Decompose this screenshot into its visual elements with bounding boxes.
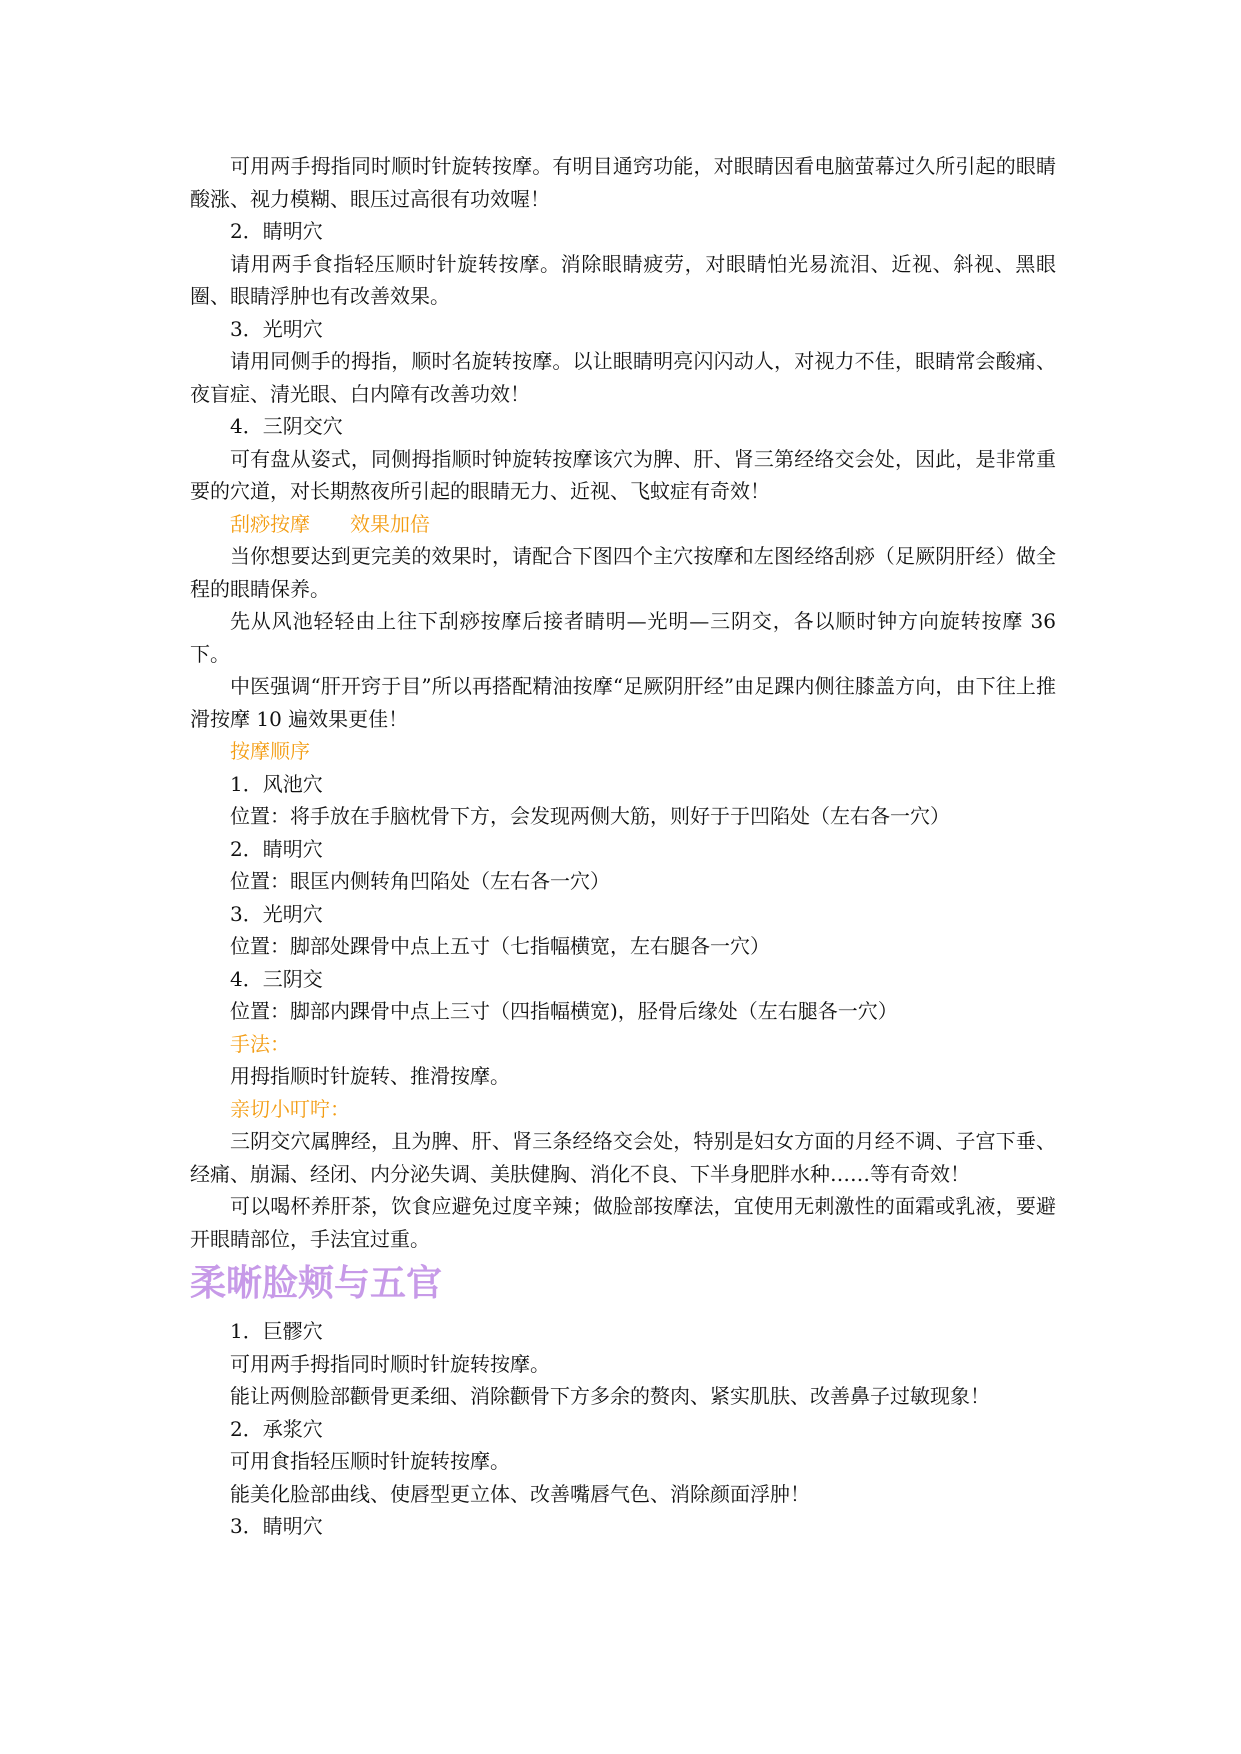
orange-subheading: 按摩顺序 xyxy=(230,739,310,763)
list-item-heading: 2．睛明穴 xyxy=(230,219,323,243)
paragraph: 请用同侧手的拇指，顺时名旋转按摩。以让眼睛明亮闪闪动人，对视力不佳，眼睛常会酸痛、夜盲症、清光眼、白内障有改善功效！ xyxy=(190,349,1056,406)
list-item-heading: 3．光明穴 xyxy=(230,901,323,926)
position-text: 位置：眼匡内侧转角凹陷处（左右各一穴） xyxy=(230,869,610,893)
orange-subheading: 亲切小叮咛： xyxy=(230,1096,350,1121)
list-item-heading: 2．睛明穴 xyxy=(230,836,323,861)
paragraph: 用拇指顺时针旋转、推滑按摩。 xyxy=(230,1064,510,1088)
list-item-heading: 1．风池穴 xyxy=(230,771,323,796)
paragraph: 可用两手拇指同时顺时针旋转按摩。 xyxy=(230,1351,550,1376)
position-text: 位置：将手放在手脑枕骨下方，会发现两侧大筋，则好于于凹陷处（左右各一穴） xyxy=(230,804,950,828)
orange-subheading: 刮痧按摩 效果加倍 xyxy=(230,511,430,536)
list-item-heading: 1．巨髎穴 xyxy=(230,1319,323,1343)
position-text: 位置：脚部内踝骨中点上三寸（四指幅横宽)，胫骨后缘处（左右腿各一穴） xyxy=(230,999,898,1023)
paragraph: 可用两手拇指同时顺时针旋转按摩。有明目通窍功能，对眼睛因看电脑萤幕过久所引起的眼睛酸涨、视力模糊、眼压过高很有功效喔！ xyxy=(190,154,1056,211)
paragraph: 当你想要达到更完美的效果时，请配合下图四个主穴按摩和左图经络刮痧（足厥阴肝经）做全程的眼睛保养。 xyxy=(190,544,1056,601)
section-title: 柔晰脸颊与五官 xyxy=(190,1262,443,1304)
list-item-heading: 4．三阴交穴 xyxy=(230,414,343,438)
paragraph: 能让两侧脸部颧骨更柔细、消除颧骨下方多余的赘肉、紧实肌肤、改善鼻子过敏现象！ xyxy=(230,1384,990,1408)
orange-subheading: 手法： xyxy=(230,1031,290,1056)
paragraph: 三阴交穴属脾经，且为脾、肝、肾三条经络交会处，特别是妇女方面的月经不调、子宫下垂、经痛、崩漏、经闭、内分泌失调、美肤健胸、消化不良、下半身肥胖水种……等有奇效！ xyxy=(190,1129,1056,1186)
paragraph: 先从风池轻轻由上往下刮痧按摩后接者睛明—光明—三阴交，各以顺时钟方向旋转按摩 36 下。 xyxy=(190,609,1056,666)
paragraph: 能美化脸部曲线、使唇型更立体、改善嘴唇气色、消除颜面浮肿！ xyxy=(230,1481,810,1506)
paragraph: 中医强调“肝开窍于目”所以再搭配精油按摩“足厥阴肝经”由足踝内侧往膝盖方向，由下往上推滑按摩 10 遍效果更佳！ xyxy=(190,674,1056,731)
document-page xyxy=(190,150,1056,1543)
paragraph: 可用食指轻压顺时针旋转按摩。 xyxy=(230,1449,510,1473)
list-item-heading: 3．睛明穴 xyxy=(230,1514,323,1538)
paragraph: 请用两手食指轻压顺时针旋转按摩。消除眼睛疲劳，对眼睛怕光易流泪、近视、斜视、黑眼圈、眼睛浮肿也有改善效果。 xyxy=(190,251,1056,308)
list-item-heading: 4．三阴交 xyxy=(230,966,323,991)
position-text: 位置：脚部处踝骨中点上五寸（七指幅横宽，左右腿各一穴） xyxy=(230,934,770,958)
list-item-heading: 3．光明穴 xyxy=(230,316,323,341)
list-item-heading: 2．承浆穴 xyxy=(230,1416,323,1441)
paragraph: 可有盘从姿式，同侧拇指顺时钟旋转按摩该穴为脾、肝、肾三第经络交会处，因此，是非常重要的穴道，对长期熬夜所引起的眼睛无力、近视、飞蚊症有奇效！ xyxy=(190,446,1056,503)
paragraph: 可以喝杯养肝茶，饮食应避免过度辛辣；做脸部按摩法，宜使用无刺激性的面霜或乳液，要避开眼睛部位，手法宜过重。 xyxy=(190,1194,1056,1251)
